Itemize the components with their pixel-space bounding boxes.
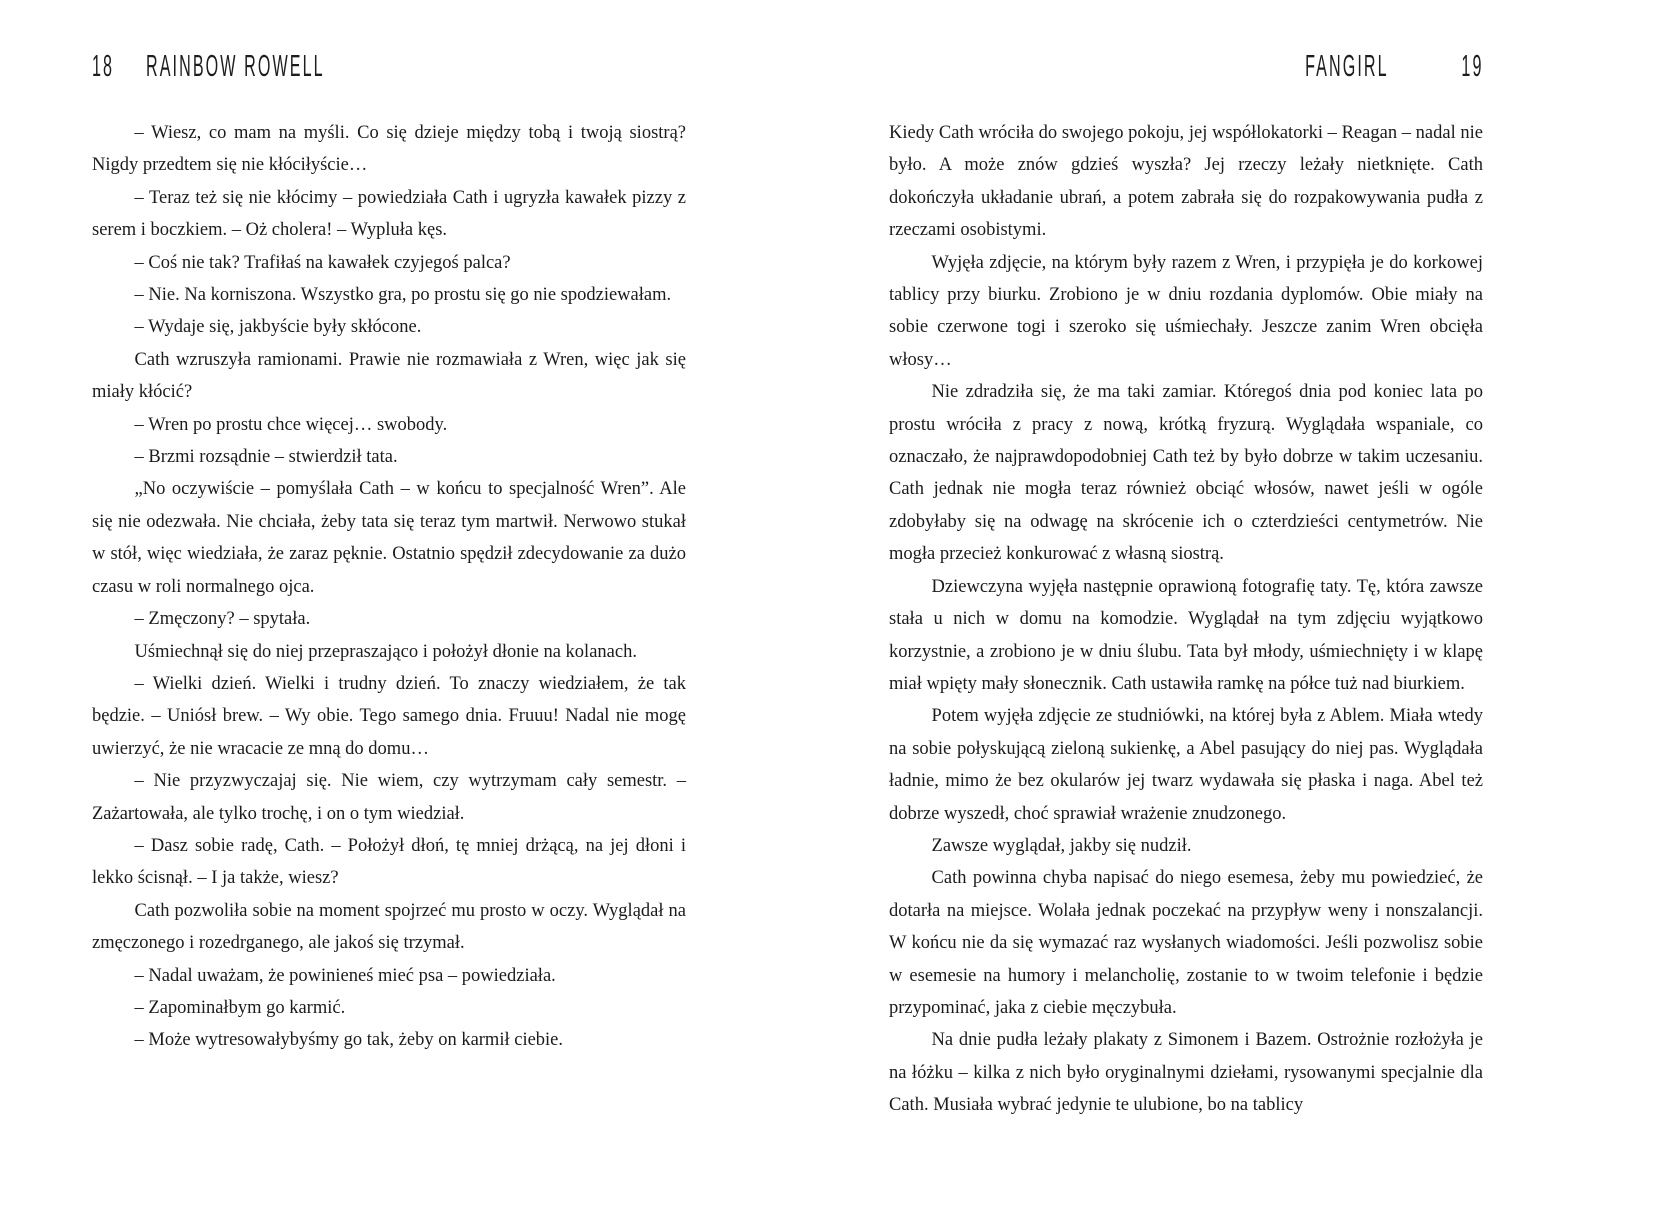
running-header-title-left: RAINBOW ROWELL <box>146 48 326 83</box>
paragraph: – Brzmi rozsądnie – stwierdził tata. <box>134 447 398 468</box>
paragraph: – Nie przyzwyczajaj się. Nie wiem, czy wytrzymam cały semestr. – Zażartowała, ale tylko trochę, i on o tym wiedział. <box>92 771 686 824</box>
paragraph: – Dasz sobie radę, Cath. – Położył dłoń, tę mniej drżącą, na jej dłoni i lekko ścisnął. – I ja także, wiesz? <box>92 835 686 889</box>
paragraph: Potem wyjęła zdjęcie ze studniówki, na której była z Ablem. Miała wtedy na sobie połyskującą zieloną sukienkę, a Abel pasujący do niej pas. Wyglądała ładnie, mimo że bez okularów jej twarz wydawała się płaska i naga. Abel też dobrze wyszedł, choć sprawiał wrażenie znudzonego. <box>889 706 1483 824</box>
paragraph: Uśmiechnął się do niej przepraszająco i położył dłonie na kolanach. <box>134 641 637 662</box>
paragraph: Cath pozwoliła sobie na moment spojrzeć mu prosto w oczy. Wyglądał na zmęczonego i rozedrganego, ale jakoś się trzymał. <box>92 900 686 954</box>
page-left <box>92 48 686 1057</box>
paragraph: – Zapominałbym go karmić. <box>134 997 346 1018</box>
paragraph: „No oczywiście – pomyślała Cath – w końcu to specjalność Wren”. Ale się nie odezwała. Nie chciała, żeby tata się teraz tym martwił. Nerwowo stukał w stół, więc wiedziała, że zaraz pęknie. Ostatnio spędził zdecydowanie za dużo czasu w roli normalnego ojca. <box>92 479 686 597</box>
paragraph: – Teraz też się nie kłócimy – powiedziała Cath i ugryzła kawałek pizzy z serem i boczkiem. – Oż cholera! – Wypluła kęs. <box>92 187 686 241</box>
paragraph: – Zmęczony? – spytała. <box>134 609 311 630</box>
body-text-right <box>889 117 1483 1122</box>
paragraph: Kiedy Cath wróciła do swojego pokoju, jej współlokatorki – Reagan – nadal nie było. A może znów gdzieś wyszła? Jej rzeczy leżały nietknięte. Cath dokończyła układanie ubrań, a potem zabrała się do rozpakowywania pudła z rzeczami osobistymi. <box>889 123 1483 241</box>
paragraph: – Nie. Na korniszona. Wszystko gra, po prostu się go nie spodziewałam. <box>134 285 672 306</box>
paragraph: – Nadal uważam, że powinieneś mieć psa – powiedziała. <box>134 965 556 986</box>
paragraph: Cath wzruszyła ramionami. Prawie nie rozmawiała z Wren, więc jak się miały kłócić? <box>92 349 686 403</box>
paragraph: Wyjęła zdjęcie, na którym były razem z Wren, i przypięła je do korkowej tablicy przy biurku. Zrobiono je w dniu rozdania dyplomów. Obie miały na sobie czerwone togi i szeroko się uśmiechały. Jeszcze zanim Wren obcięła włosy… <box>889 252 1483 370</box>
page-right <box>889 48 1483 1122</box>
paragraph: Zawsze wyglądał, jakby się nudził. <box>931 835 1192 856</box>
paragraph: Cath powinna chyba napisać do niego esemesa, żeby mu powiedzieć, że dotarła na miejsce. Wolała jednak poczekać na przypływ weny i nonszalancji. W końcu nie da się wymazać raz wysłanych wiadomości. Jeśli pozwolisz sobie w esemesie na humory i melancholię, zostanie to w twoim telefonie i będzie przypominać, jaka z ciebie męczybuła. <box>889 868 1483 1018</box>
paragraph: – Wiesz, co mam na myśli. Co się dzieje między tobą i twoją siostrą? Nigdy przedtem się nie kłóciłyście… <box>92 123 686 176</box>
paragraph: Nie zdradziła się, że ma taki zamiar. Któregoś dnia pod koniec lata po prostu wróciła z pracy z nową, krótką fryzurą. Wyglądała wspaniale, co oznaczało, że najprawdopodobniej Cath też by było dobrze w takim uczesaniu. Cath jednak nie mogła teraz również obciąć włosów, nawet jeśli w ogóle zdobyłaby się na odwagę na skrócenie ich o czterdzieści centymetrów. Nie mogła przecież konkurować z własną siostrą. <box>889 382 1483 565</box>
paragraph: – Wren po prostu chce więcej… swobody. <box>134 414 448 435</box>
running-header-title-right: FANGIRL <box>1304 48 1389 83</box>
paragraph: – Wielki dzień. Wielki i trudny dzień. To znaczy wiedziałem, że tak będzie. – Uniósł brew. – Wy obie. Tego samego dnia. Fruuu! Nadal nie mogę uwierzyć, że nie wracacie ze mną do domu… <box>92 673 686 759</box>
running-header-right <box>889 48 1483 84</box>
running-header-left <box>92 48 686 84</box>
paragraph: – Może wytresowałybyśmy go tak, żeby on karmił ciebie. <box>134 1030 564 1051</box>
page-number-right: 19 <box>1460 48 1483 83</box>
paragraph: – Coś nie tak? Trafiłaś na kawałek czyjegoś palca? <box>134 252 511 273</box>
paragraph: – Wydaje się, jakbyście były skłócone. <box>134 317 422 338</box>
paragraph: Na dnie pudła leżały plakaty z Simonem i Bazem. Ostrożnie rozłożyła je na łóżku – kilka z nich było oryginalnymi dziełami, rysowanymi specjalnie dla Cath. Musiała wybrać jedynie te ulubione, bo na tablicy <box>889 1030 1483 1116</box>
body-text-left <box>92 117 686 1057</box>
paragraph: Dziewczyna wyjęła następnie oprawioną fotografię taty. Tę, która zawsze stała u nich w domu na komodzie. Wyglądał na tym zdjęciu wyjątkowo korzystnie, a zrobiono je w dniu ślubu. Tata był młody, uśmiechnięty i w klapę miał wpięty mały słonecznik. Cath ustawiła ramkę na półce tuż nad biurkiem. <box>889 576 1483 694</box>
page-number-left: 18 <box>92 48 115 83</box>
